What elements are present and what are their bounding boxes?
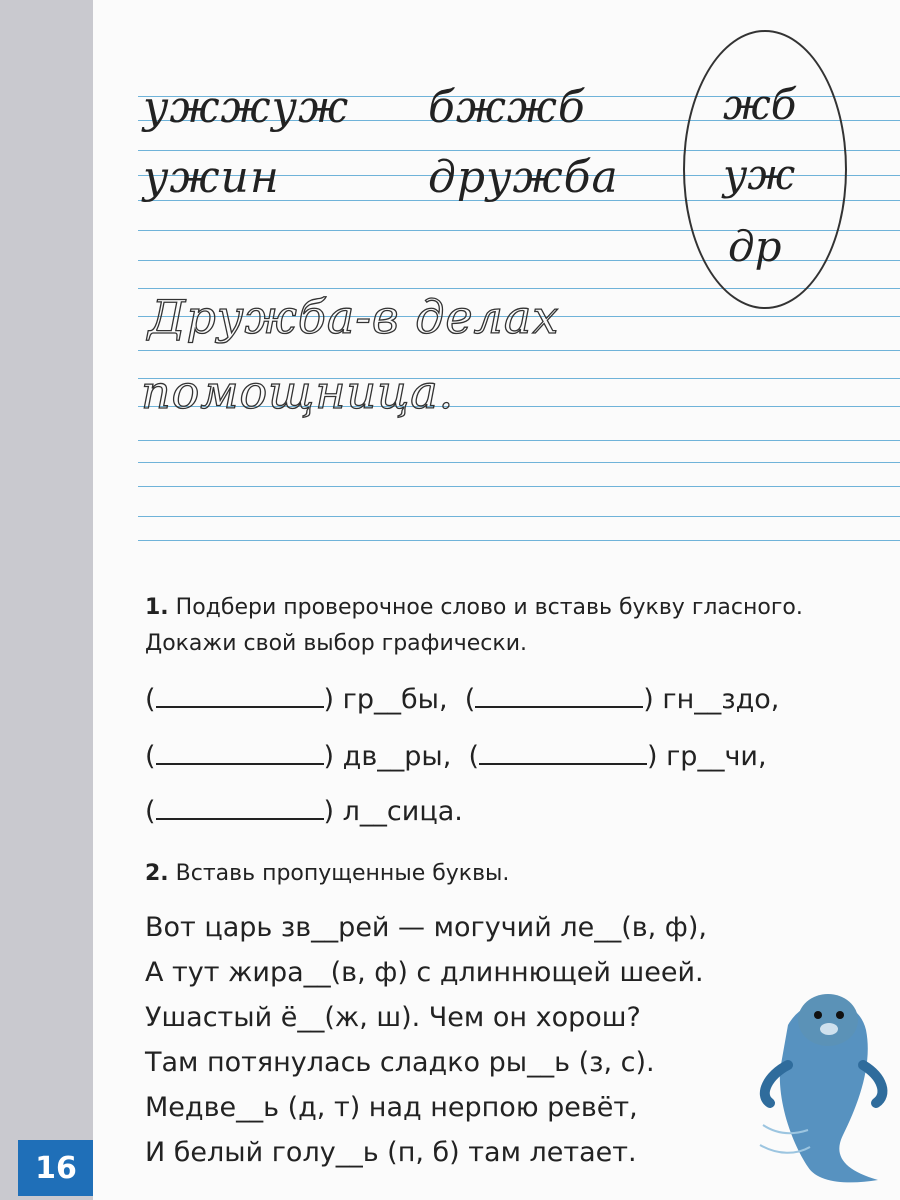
oval-letters-2: уж — [723, 150, 796, 199]
task1-word: л__сица. — [342, 796, 463, 827]
page-margin-strip — [0, 0, 93, 1200]
poem-line: Вот царь зв__рей — могучий ле__(в, ф), — [145, 912, 708, 943]
task1-text: Подбери проверочное слово и вставь букву гласного. Докажи свой выбор графически. — [145, 595, 803, 656]
proverb-trace-line2: помощница. — [141, 365, 455, 419]
page-number: 16 — [18, 1140, 94, 1196]
poem-line: Там потянулась сладко ры__ь (з, с). — [145, 1047, 655, 1078]
cursive-row1-right: бжжб — [428, 82, 586, 133]
task1-word: гр__бы, — [342, 684, 448, 715]
poem-line: Ушастый ё__(ж, ш). Чем он хорош? — [145, 1002, 641, 1033]
poem-line: А тут жира__(в, ф) с длиннющей шеей. — [145, 957, 704, 988]
task1-row2: ( ) дв__ры, ( ) гр__чи, — [145, 737, 767, 772]
workbook-page — [93, 0, 900, 1200]
check-word-blank[interactable] — [156, 792, 324, 820]
cursive-row1-left: ужжуж — [143, 82, 350, 133]
oval-letters-1: жб — [723, 80, 797, 129]
oval-letters-3: др — [728, 222, 782, 271]
seal-illustration — [748, 985, 898, 1190]
poem — [145, 905, 707, 1175]
task1-word: гн__здо, — [662, 684, 780, 715]
ruled-line — [138, 350, 900, 351]
check-word-blank[interactable] — [479, 737, 647, 765]
proverb-trace-line1: Дружба-в делах — [148, 290, 560, 344]
task1-row3: ( ) л__сица. — [145, 792, 463, 827]
check-word-blank[interactable] — [475, 680, 643, 708]
task2-instruction — [145, 856, 509, 892]
task1-word: гр__чи, — [666, 741, 767, 772]
task1-row1: ( ) гр__бы, ( ) гн__здо, — [145, 680, 779, 715]
ruled-line — [138, 540, 900, 541]
cursive-row2-right: дружба — [428, 152, 619, 203]
ruled-line — [138, 440, 900, 441]
task1-word: дв__ры, — [342, 741, 452, 772]
ruled-line — [138, 486, 900, 487]
poem-line: И белый голу__ь (п, б) там летает. — [145, 1137, 637, 1168]
task1-number: 1. — [145, 595, 169, 620]
check-word-blank[interactable] — [156, 737, 324, 765]
task2-number: 2. — [145, 861, 169, 886]
check-word-blank[interactable] — [156, 680, 324, 708]
ruled-line — [138, 462, 900, 463]
poem-line: Медве__ь (д, т) над нерпою ревёт, — [145, 1092, 638, 1123]
ruled-line — [138, 516, 900, 517]
task2-text: Вставь пропущенные буквы. — [175, 861, 510, 886]
task1-instruction — [145, 590, 865, 662]
cursive-row2-left: ужин — [143, 152, 280, 203]
